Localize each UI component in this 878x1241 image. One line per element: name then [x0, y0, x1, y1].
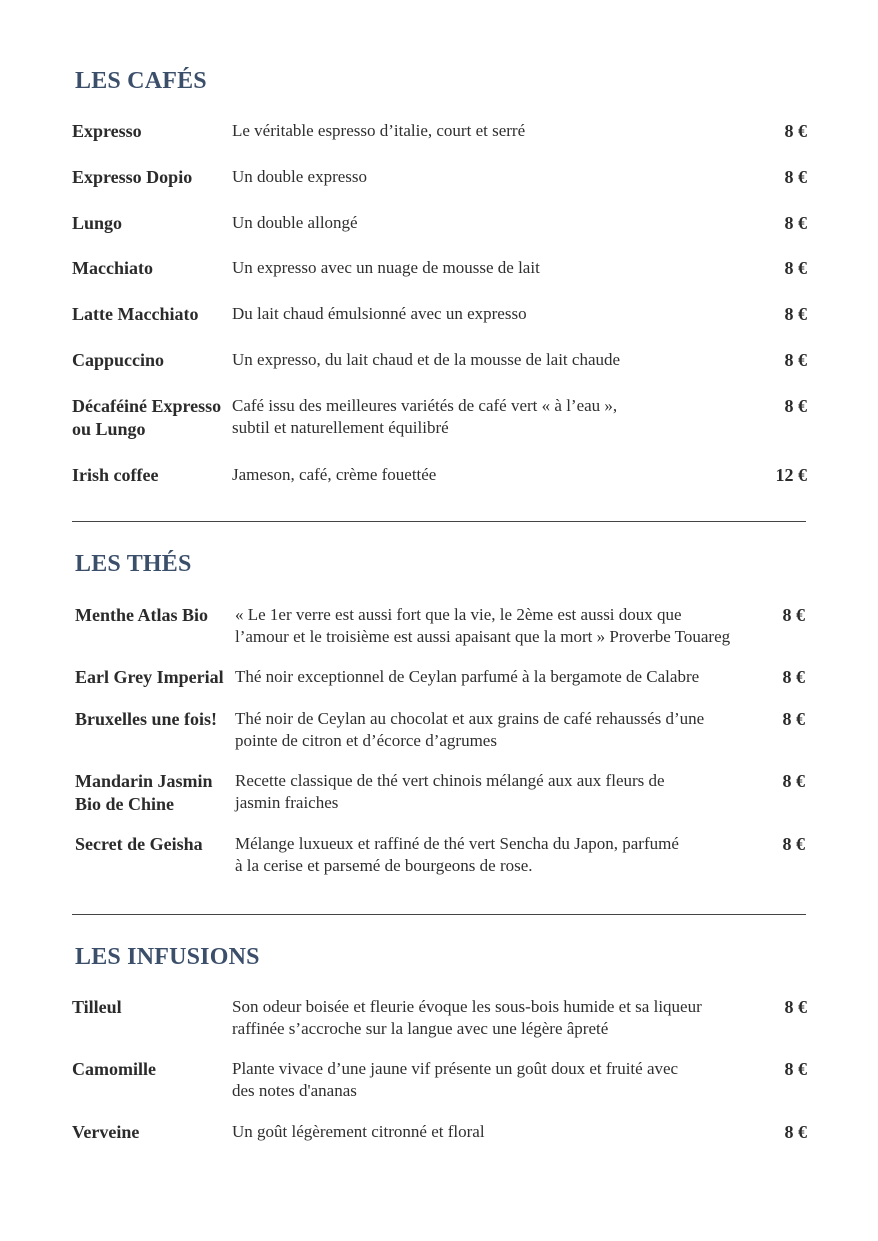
item-price: 8 €: [784, 1122, 807, 1142]
item-name: Earl Grey Imperial: [75, 667, 224, 687]
item-description: Un double expresso: [232, 167, 368, 186]
item-name: Tilleul: [72, 997, 122, 1017]
section-title-cafes: LES CAFÉS: [75, 68, 207, 94]
item-name: Irish coffee: [72, 465, 159, 485]
item-name: Secret de Geisha: [75, 834, 203, 854]
item-price: 8 €: [784, 396, 807, 416]
item-price: 8 €: [784, 121, 807, 141]
item-price: 8 €: [784, 997, 807, 1017]
item-name: Latte Macchiato: [72, 304, 199, 324]
item-description: Un expresso avec un nuage de mousse de lait: [232, 258, 540, 277]
item-name: Camomille: [72, 1059, 156, 1079]
item-description: Un goût légèrement citronné et floral: [232, 1122, 485, 1141]
section-divider: [72, 914, 806, 915]
item-price: 8 €: [784, 350, 807, 370]
item-price: 8 €: [782, 834, 805, 854]
section-title-thes: LES THÉS: [75, 551, 192, 577]
item-price: 8 €: [784, 167, 807, 187]
item-description: Un double allongé: [232, 213, 358, 232]
item-name: Cappuccino: [72, 350, 165, 370]
item-description: Mélange luxueux et raffiné de thé vert Sencha du Japon, parfumé à la cerise et parsemé de bourgeons de rose.: [235, 834, 679, 875]
item-name: Décaféiné Expresso ou Lungo: [72, 396, 222, 439]
item-description: Café issu des meilleures variétés de café vert « à l’eau », subtil et naturellement équilibré: [232, 396, 618, 437]
item-name: Verveine: [72, 1122, 140, 1142]
item-name: Expresso: [72, 121, 142, 141]
section-title-infusions: LES INFUSIONS: [75, 944, 260, 970]
item-price: 8 €: [782, 667, 805, 687]
item-price: 8 €: [782, 605, 805, 625]
item-price: 8 €: [784, 258, 807, 278]
item-name: Macchiato: [72, 258, 153, 278]
item-name: Menthe Atlas Bio: [75, 605, 208, 625]
item-price: 8 €: [782, 771, 805, 791]
item-description: Le véritable espresso d’italie, court et serré: [232, 121, 526, 140]
item-description: Jameson, café, crème fouettée: [232, 465, 437, 484]
item-name: Bruxelles une fois!: [75, 709, 217, 729]
item-description: Du lait chaud émulsionné avec un expresso: [232, 304, 527, 323]
item-description: Plante vivace d’une jaune vif présente un goût doux et fruité avec des notes d'ananas: [232, 1059, 679, 1100]
item-description: Thé noir de Ceylan au chocolat et aux grains de café rehaussés d’une pointe de citron et d’écorce d’agrumes: [235, 709, 705, 750]
item-description: Thé noir exceptionnel de Ceylan parfumé à la bergamote de Calabre: [235, 667, 700, 686]
item-name: Mandarin Jasmin Bio de Chine: [75, 771, 213, 814]
item-description: « Le 1er verre est aussi fort que la vie, le 2ème est aussi doux que l’amour et le troisième est aussi apaisant que la mort » Proverbe Touareg: [235, 605, 731, 646]
item-description: Recette classique de thé vert chinois mélangé aux aux fleurs de jasmin fraiches: [235, 771, 665, 812]
item-price: 8 €: [784, 1059, 807, 1079]
item-description: Un expresso, du lait chaud et de la mousse de lait chaude: [232, 350, 621, 369]
section-divider: [72, 521, 806, 522]
item-name: Lungo: [72, 213, 123, 233]
item-name: Expresso Dopio: [72, 167, 193, 187]
item-price: 8 €: [784, 304, 807, 324]
item-description: Son odeur boisée et fleurie évoque les sous-bois humide et sa liqueur raffinée s’accroche sur la langue avec une légère âpreté: [232, 997, 702, 1038]
item-price: 8 €: [782, 709, 805, 729]
item-price: 8 €: [784, 213, 807, 233]
item-price: 12 €: [775, 465, 807, 485]
